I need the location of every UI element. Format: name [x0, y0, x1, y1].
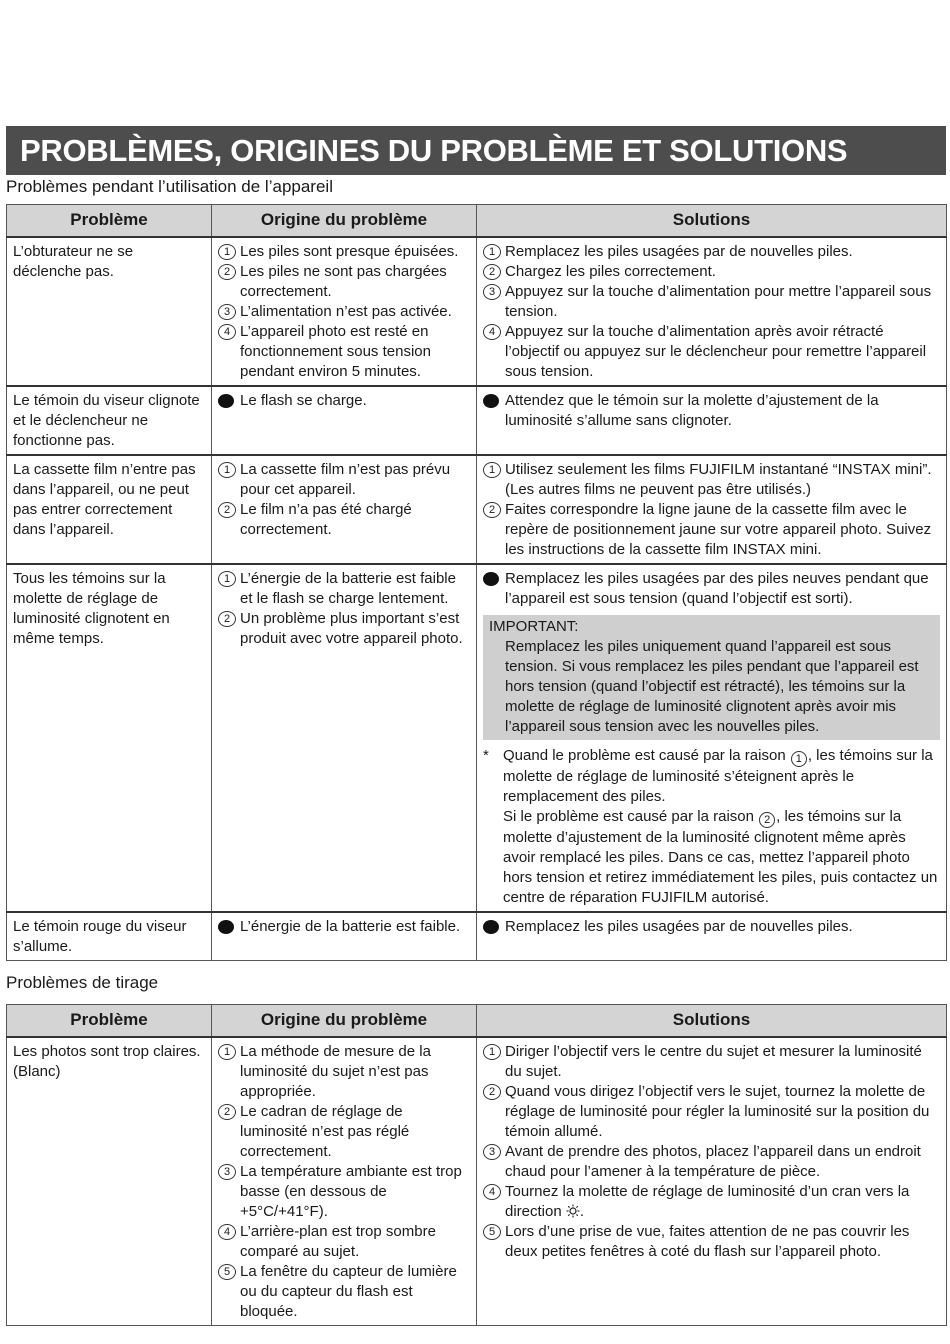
circled-number-1: 1 — [218, 244, 236, 260]
list-item: 2 Chargez les piles correctement. — [483, 262, 940, 282]
list-item: 4 Tournez la molette de réglage de luminosité d’un cran vers la direction . — [483, 1182, 940, 1222]
header-origine: Origine du problème — [212, 1005, 477, 1037]
circled-number-2: 2 — [759, 812, 775, 828]
list-item: 4 Appuyez sur la touche d’alimentation après avoir rétracté l’objectif ou appuyez sur le déclencheur pour remettre l’appareil sous tension. — [483, 322, 940, 382]
footnote: * Quand le problème est causé par la raison 1 , les témoins sur la molette de réglage de luminosité s’éteignent après le remplacement des piles. Si le problème est causé par la raison 2 , les témoins sur la molette d’ajustement de la luminosité clignotent même après avoir remplacé les piles. Dans ce cas, mettez l’appareil photo hors tension et retirez immédiatement les piles, puis contactez un centre de réparation FUJIFILM autorisé. — [483, 746, 938, 906]
section-heading-printing: Problèmes de tirage — [6, 973, 159, 992]
list-item: 5 Lors d’une prise de vue, faites attention de ne pas couvrir les deux petites fenêtres à coté du flash sur l’appareil photo. — [483, 1222, 940, 1262]
list-item: Remplacez les piles usagées par des piles neuves pendant que l’appareil est sous tension (quand l’objectif est sorti). — [483, 569, 940, 609]
circled-number-4: 4 — [483, 324, 501, 340]
bullet-dot-icon — [218, 920, 234, 934]
list-item: 4 L’appareil photo est resté en fonctionnement sous tension pendant environ 5 minutes. — [218, 322, 470, 382]
problem-cell: Tous les témoins sur la molette de réglage de luminosité clignotent en même temps. — [7, 564, 212, 912]
circled-number-3: 3 — [483, 1144, 501, 1160]
problem-cell: Les photos sont trop claires. (Blanc) — [7, 1037, 212, 1326]
header-origine: Origine du problème — [212, 205, 477, 237]
circled-number-2: 2 — [218, 502, 236, 518]
origin-cell — [212, 237, 477, 386]
circled-number-2: 2 — [483, 1084, 501, 1100]
solution-cell — [477, 564, 947, 912]
solution-cell — [477, 455, 947, 564]
origin-cell — [212, 912, 477, 961]
circled-number-2: 2 — [483, 502, 501, 518]
circled-number-2: 2 — [218, 1104, 236, 1120]
list-item: 5 La fenêtre du capteur de lumière ou du capteur du flash est bloquée. — [218, 1262, 470, 1322]
header-probleme: Problème — [7, 205, 212, 237]
circled-number-2: 2 — [218, 611, 236, 627]
circled-number-2: 2 — [483, 264, 501, 280]
bullet-dot-icon — [483, 572, 499, 586]
circled-number-3: 3 — [483, 284, 501, 300]
header-solutions: Solutions — [477, 205, 947, 237]
list-item: 4 L’arrière-plan est trop sombre comparé au sujet. — [218, 1222, 470, 1262]
table-row — [7, 386, 947, 455]
list-item: 1 L’énergie de la batterie est faible et le flash se charge lentement. — [218, 569, 470, 609]
printing-problems-table — [6, 1004, 947, 1326]
circled-number-1: 1 — [218, 571, 236, 587]
origin-cell — [212, 564, 477, 912]
bullet-dot-icon — [218, 394, 234, 408]
table-row — [7, 564, 947, 912]
solution-cell — [477, 237, 947, 386]
problem-cell: Le témoin du viseur clignote et le déclencheur ne fonctionne pas. — [7, 386, 212, 455]
circled-number-4: 4 — [483, 1184, 501, 1200]
list-item: 1 Les piles sont presque épuisées. — [218, 242, 470, 262]
table-row — [7, 237, 947, 386]
important-title: IMPORTANT: — [489, 617, 579, 635]
table-row — [7, 912, 947, 961]
circled-number-2: 2 — [218, 264, 236, 280]
list-item: 2 Faites correspondre la ligne jaune de la cassette film avec le repère de positionnement jaune sur votre appareil photo. Suivez les instructions de la cassette film INSTAX mini. — [483, 500, 940, 560]
sun-icon — [566, 1204, 580, 1218]
solution-cell — [477, 912, 947, 961]
table-row — [7, 1037, 947, 1326]
page-title: PROBLÈMES, ORIGINES DU PROBLÈME ET SOLUTIONS — [6, 126, 946, 175]
bullet-dot-icon — [483, 394, 499, 408]
circled-number-1: 1 — [218, 462, 236, 478]
list-item: 3 La température ambiante est trop basse (en dessous de +5°C/+41°F). — [218, 1162, 470, 1222]
circled-number-5: 5 — [483, 1224, 501, 1240]
circled-number-1: 1 — [218, 1044, 236, 1060]
list-item: Le flash se charge. — [218, 391, 470, 411]
list-item: 2 Le film n’a pas été chargé correctement. — [218, 500, 470, 540]
circled-number-1: 1 — [483, 1044, 501, 1060]
list-item: 1 Remplacez les piles usagées par de nouvelles piles. — [483, 242, 940, 262]
section-heading-usage: Problèmes pendant l’utilisation de l’appareil — [6, 177, 333, 196]
problem-cell: La cassette film n’entre pas dans l’appareil, ou ne peut pas entrer correctement dans l’appareil. — [7, 455, 212, 564]
important-text: Remplacez les piles uniquement quand l’appareil est sous tension. Si vous remplacez les piles pendant que l’appareil est hors tension (quand l’objectif est rétracté), les témoins sur la molette de réglage de luminosité clignotent après avoir mis l’appareil sous tension avec les nouvelles piles. — [505, 637, 919, 735]
bullet-dot-icon — [483, 920, 499, 934]
list-item: 3 L’alimentation n’est pas activée. — [218, 302, 470, 322]
circled-number-3: 3 — [218, 1164, 236, 1180]
list-item: 2 Les piles ne sont pas chargées correctement. — [218, 262, 470, 302]
list-item: L’énergie de la batterie est faible. — [218, 917, 470, 937]
origin-cell — [212, 1037, 477, 1326]
problem-cell: L’obturateur ne se déclenche pas. — [7, 237, 212, 386]
problem-cell: Le témoin rouge du viseur s’allume. — [7, 912, 212, 961]
header-solutions: Solutions — [477, 1005, 947, 1037]
circled-number-1: 1 — [483, 462, 501, 478]
list-item: 2 Le cadran de réglage de luminosité n’est pas réglé correctement. — [218, 1102, 470, 1162]
list-item: 1 Utilisez seulement les films FUJIFILM instantané “INSTAX mini”. (Les autres films ne peuvent pas être utilisés.) — [483, 460, 940, 500]
list-item: 1 La cassette film n’est pas prévu pour cet appareil. — [218, 460, 470, 500]
list-item: Remplacez les piles usagées par de nouvelles piles. — [483, 917, 940, 937]
solution-cell — [477, 386, 947, 455]
table-row — [7, 455, 947, 564]
asterisk: * — [483, 746, 489, 764]
circled-number-3: 3 — [218, 304, 236, 320]
solution-cell — [477, 1037, 947, 1326]
origin-cell — [212, 386, 477, 455]
circled-number-4: 4 — [218, 324, 236, 340]
list-item: 3 Avant de prendre des photos, placez l’appareil dans un endroit chaud pour l’amener à la température de pièce. — [483, 1142, 940, 1182]
header-probleme: Problème — [7, 1005, 212, 1037]
circled-number-1: 1 — [791, 751, 807, 767]
circled-number-1: 1 — [483, 244, 501, 260]
important-notice — [483, 615, 940, 740]
list-item: 1 Diriger l’objectif vers le centre du sujet et mesurer la luminosité du sujet. — [483, 1042, 940, 1082]
list-item: 2 Un problème plus important s’est produit avec votre appareil photo. — [218, 609, 470, 649]
list-item: 1 La méthode de mesure de la luminosité du sujet n’est pas appropriée. — [218, 1042, 470, 1102]
circled-number-5: 5 — [218, 1264, 236, 1280]
origin-cell — [212, 455, 477, 564]
list-item: 3 Appuyez sur la touche d’alimentation pour mettre l’appareil sous tension. — [483, 282, 940, 322]
circled-number-4: 4 — [218, 1224, 236, 1240]
list-item: 2 Quand vous dirigez l’objectif vers le sujet, tournez la molette de réglage de luminosité pour régler la luminosité sur la position du témoin allumé. — [483, 1082, 940, 1142]
list-item: Attendez que le témoin sur la molette d’ajustement de la luminosité s’allume sans clignoter. — [483, 391, 940, 431]
usage-problems-table — [6, 204, 947, 961]
